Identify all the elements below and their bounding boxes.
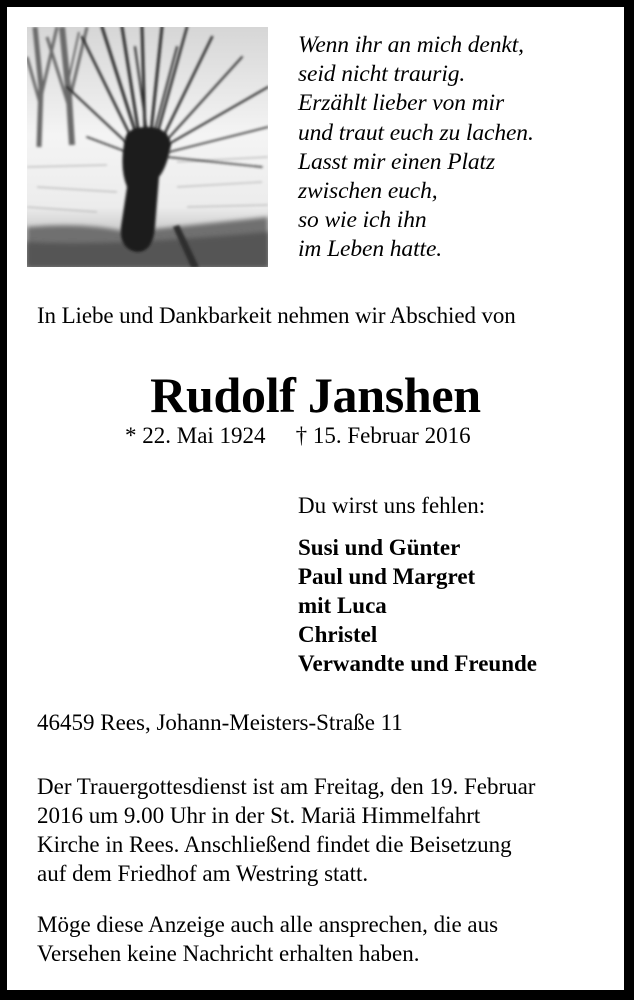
birth-date: * 22. Mai 1924: [125, 423, 266, 448]
mourner-line: Paul und Margret: [298, 564, 476, 589]
tree-photo: [27, 27, 268, 267]
mourners-list: [298, 533, 537, 678]
funeral-service-info: [37, 772, 535, 888]
life-dates: [125, 423, 471, 449]
death-date: † 15. Februar 2016: [295, 423, 471, 448]
mourner-line: Verwandte und Freunde: [298, 651, 537, 676]
poem-line: Erzählt lieber von mir: [298, 90, 505, 117]
family-address: 46459 Rees, Johann-Meisters-Straße 11: [37, 710, 403, 735]
poem-line: seid nicht traurig.: [298, 61, 466, 88]
note-line: Möge diese Anzeige auch alle ansprechen, die aus: [37, 912, 499, 937]
deceased-name: Rudolf Janshen: [150, 367, 481, 423]
service-line: 2016 um 9.00 Uhr in der St. Mariä Himmelfahrt: [37, 803, 481, 828]
obituary-card: [7, 7, 624, 990]
service-line: Kirche in Rees. Anschließend findet die Beisetzung: [37, 832, 512, 857]
mourner-line: Christel: [298, 622, 378, 647]
mourner-line: Susi und Günter: [298, 535, 461, 560]
service-line: auf dem Friedhof am Westring statt.: [37, 861, 369, 886]
poem-line: im Leben hatte.: [298, 236, 443, 263]
service-line: Der Trauergottesdienst ist am Freitag, den 19. Februar: [37, 774, 536, 799]
poem-line: und traut euch zu lachen.: [298, 119, 534, 146]
poem-line: so wie ich ihn: [298, 207, 427, 234]
poem-line: Wenn ihr an mich denkt,: [298, 32, 524, 58]
note-line: Versehen keine Nachricht erhalten haben.: [37, 941, 420, 966]
poem-line: Lasst mir einen Platz: [298, 148, 496, 175]
farewell-intro: In Liebe und Dankbarkeit nehmen wir Abschied von: [37, 303, 516, 328]
mourner-line: mit Luca: [298, 593, 387, 618]
closing-note: [37, 910, 498, 968]
mourners-heading: Du wirst uns fehlen:: [298, 493, 486, 518]
poem-line: zwischen euch,: [298, 178, 438, 205]
memorial-poem: [298, 31, 534, 265]
willow-tree-icon: [27, 27, 268, 267]
